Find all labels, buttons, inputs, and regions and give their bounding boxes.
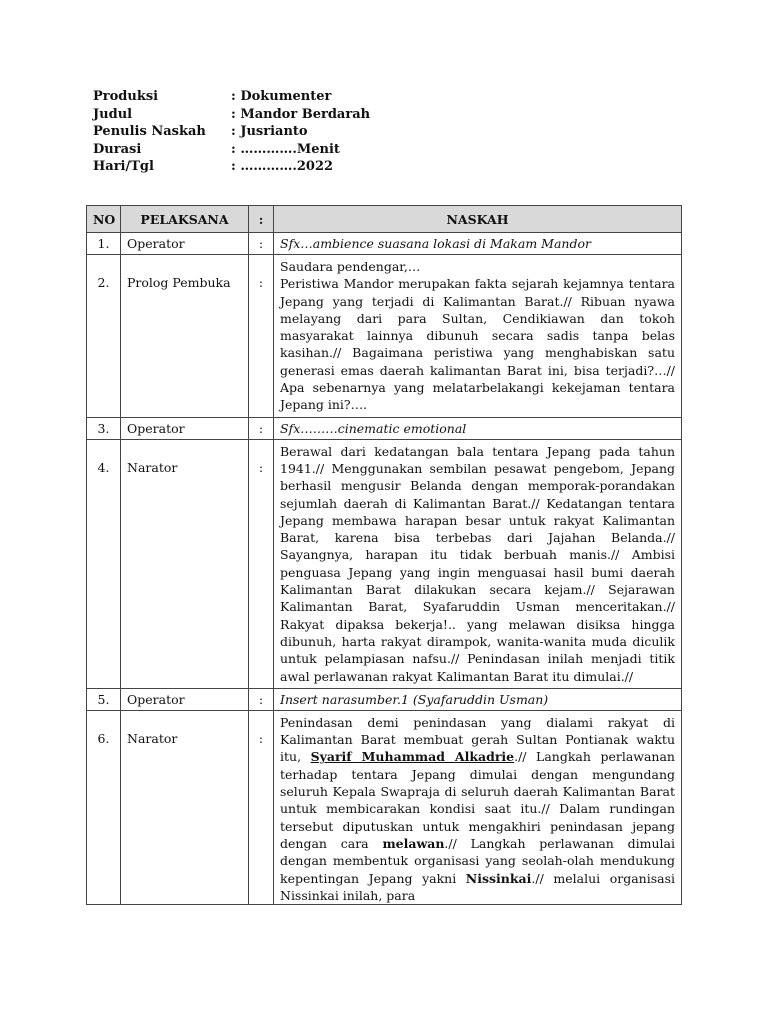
script-table [86, 205, 682, 905]
table-row [87, 688, 682, 710]
row-separator: : [249, 233, 274, 255]
header-separator: : [249, 206, 274, 233]
naskah-text: .// melalui organisasi Nissinkai inilah, para [280, 870, 675, 903]
row-separator: : [249, 439, 274, 688]
meta-row-judul [93, 106, 370, 124]
naskah-bold-word: Nissinkai [465, 870, 532, 886]
meta-row-penulis [93, 123, 370, 141]
header-no: NO [87, 206, 121, 233]
meta-label: Penulis Naskah [93, 124, 206, 139]
meta-value: : Jusrianto [231, 124, 308, 139]
meta-row-hari-tgl [93, 158, 370, 176]
table-row [87, 439, 682, 688]
meta-value: : ………….Menit [231, 141, 340, 157]
naskah-bold-word: melawan [382, 835, 445, 851]
table-header-row [87, 206, 682, 233]
naskah-text: Penindasan demi penindasan yang dialami rakyat di Kalimantan Barat membuat gerah Sultan Pontianak waktu itu, [280, 714, 675, 765]
header-naskah: NASKAH [274, 206, 682, 233]
meta-label: Produksi [93, 89, 159, 104]
row-separator: : [249, 417, 274, 439]
naskah-text: .// Langkah perlawanan terhadap tentara Jepang dimulai dengan mengundang seluruh Kepala Swapraja di seluruh daerah Kalimantan Barat untuk membicarakan kondisi saat itu.// Dalam rundingan tersebut diputuskan untuk mengakhiri penindasan jepang dengan cara [280, 749, 675, 851]
row-naskah: Saudara pendengar,… Peristiwa Mandor merupakan fakta sejarah kejamnya tentara Jepang yang terjadi di Kalimantan Barat.// Ribuan nyawa melayang dari para Sultan, Cendikiawan dan tokoh masyarakat lainnya dibunuh secara sadis tanpa belas kasihan.// Bagaimana peristiwa yang menghabiskan satu generasi emas daerah kalimantan Barat ini, bisa terjadi?…// Apa sebenarnya yang melatarbelakangi kekejaman tentara Jepang ini?…. [274, 255, 682, 418]
header-pelaksana: PELAKSANA [121, 206, 249, 233]
naskah-text: .// Langkah perlawanan dimulai dengan membentuk organisasi yang seolah-olah mendukung kepentingan Jepang yakni [280, 835, 675, 886]
table-row [87, 417, 682, 439]
row-pelaksana: Prolog Pembuka [121, 255, 249, 418]
row-separator: : [249, 688, 274, 710]
meta-value: : ………….2022 [231, 159, 334, 174]
meta-label: Hari/Tgl [93, 159, 154, 174]
naskah-bold-name: Syarif Muhammad Alkadrie [310, 749, 515, 765]
row-number: 1. [87, 233, 121, 255]
meta-label: Durasi [93, 141, 142, 157]
row-number: 6. [87, 710, 121, 904]
meta-value: : Mandor Berdarah [231, 106, 371, 122]
row-number: 3. [87, 417, 121, 439]
row-separator: : [249, 255, 274, 418]
script-metadata [93, 88, 370, 176]
table-row [87, 233, 682, 255]
row-pelaksana: Operator [121, 233, 249, 255]
row-naskah [274, 710, 682, 904]
meta-row-durasi [93, 141, 370, 159]
table-row [87, 710, 682, 904]
row-number: 4. [87, 439, 121, 688]
meta-label: Judul [93, 106, 133, 122]
row-pelaksana: Narator [121, 710, 249, 904]
table-row [87, 255, 682, 418]
row-naskah: Sfx………cinematic emotional [274, 417, 682, 439]
row-pelaksana: Operator [121, 688, 249, 710]
row-naskah: Berawal dari kedatangan bala tentara Jepang pada tahun 1941.// Menggunakan sembilan pesawat pengebom, Jepang berhasil mengusir Belanda dengan memporak-porandakan sejumlah daerah di Kalimantan Barat.// Kedatangan tentara Jepang membawa harapan besar untuk rakyat Kalimantan Barat, karena bisa terbebas dari Jajahan Belanda.// Sayangnya, harapan itu tidak berbuah manis.// Ambisi penguasa Jepang yang ingin menguasai hasil bumi daerah Kalimantan Barat dilakukan secara kejam.// Sejarawan Kalimantan Barat, Syafaruddin Usman menceritakan.// Rakyat dipaksa bekerja!.. yang melawan disiksa hingga dibunuh, harta rakyat dirampok, wanita-wanita muda diculik untuk pelampiasan nafsu.// Penindasan inilah menjadi titik awal perlawanan rakyat Kalimantan Barat itu dimulai.// [274, 439, 682, 688]
row-number: 2. [87, 255, 121, 418]
row-pelaksana: Narator [121, 439, 249, 688]
meta-row-produksi [93, 88, 370, 106]
row-number: 5. [87, 688, 121, 710]
row-pelaksana: Operator [121, 417, 249, 439]
row-separator: : [249, 710, 274, 904]
meta-value: : Dokumenter [231, 89, 332, 104]
row-naskah: Sfx…ambience suasana lokasi di Makam Mandor [274, 233, 682, 255]
row-naskah: Insert narasumber.1 (Syafaruddin Usman) [274, 688, 682, 710]
